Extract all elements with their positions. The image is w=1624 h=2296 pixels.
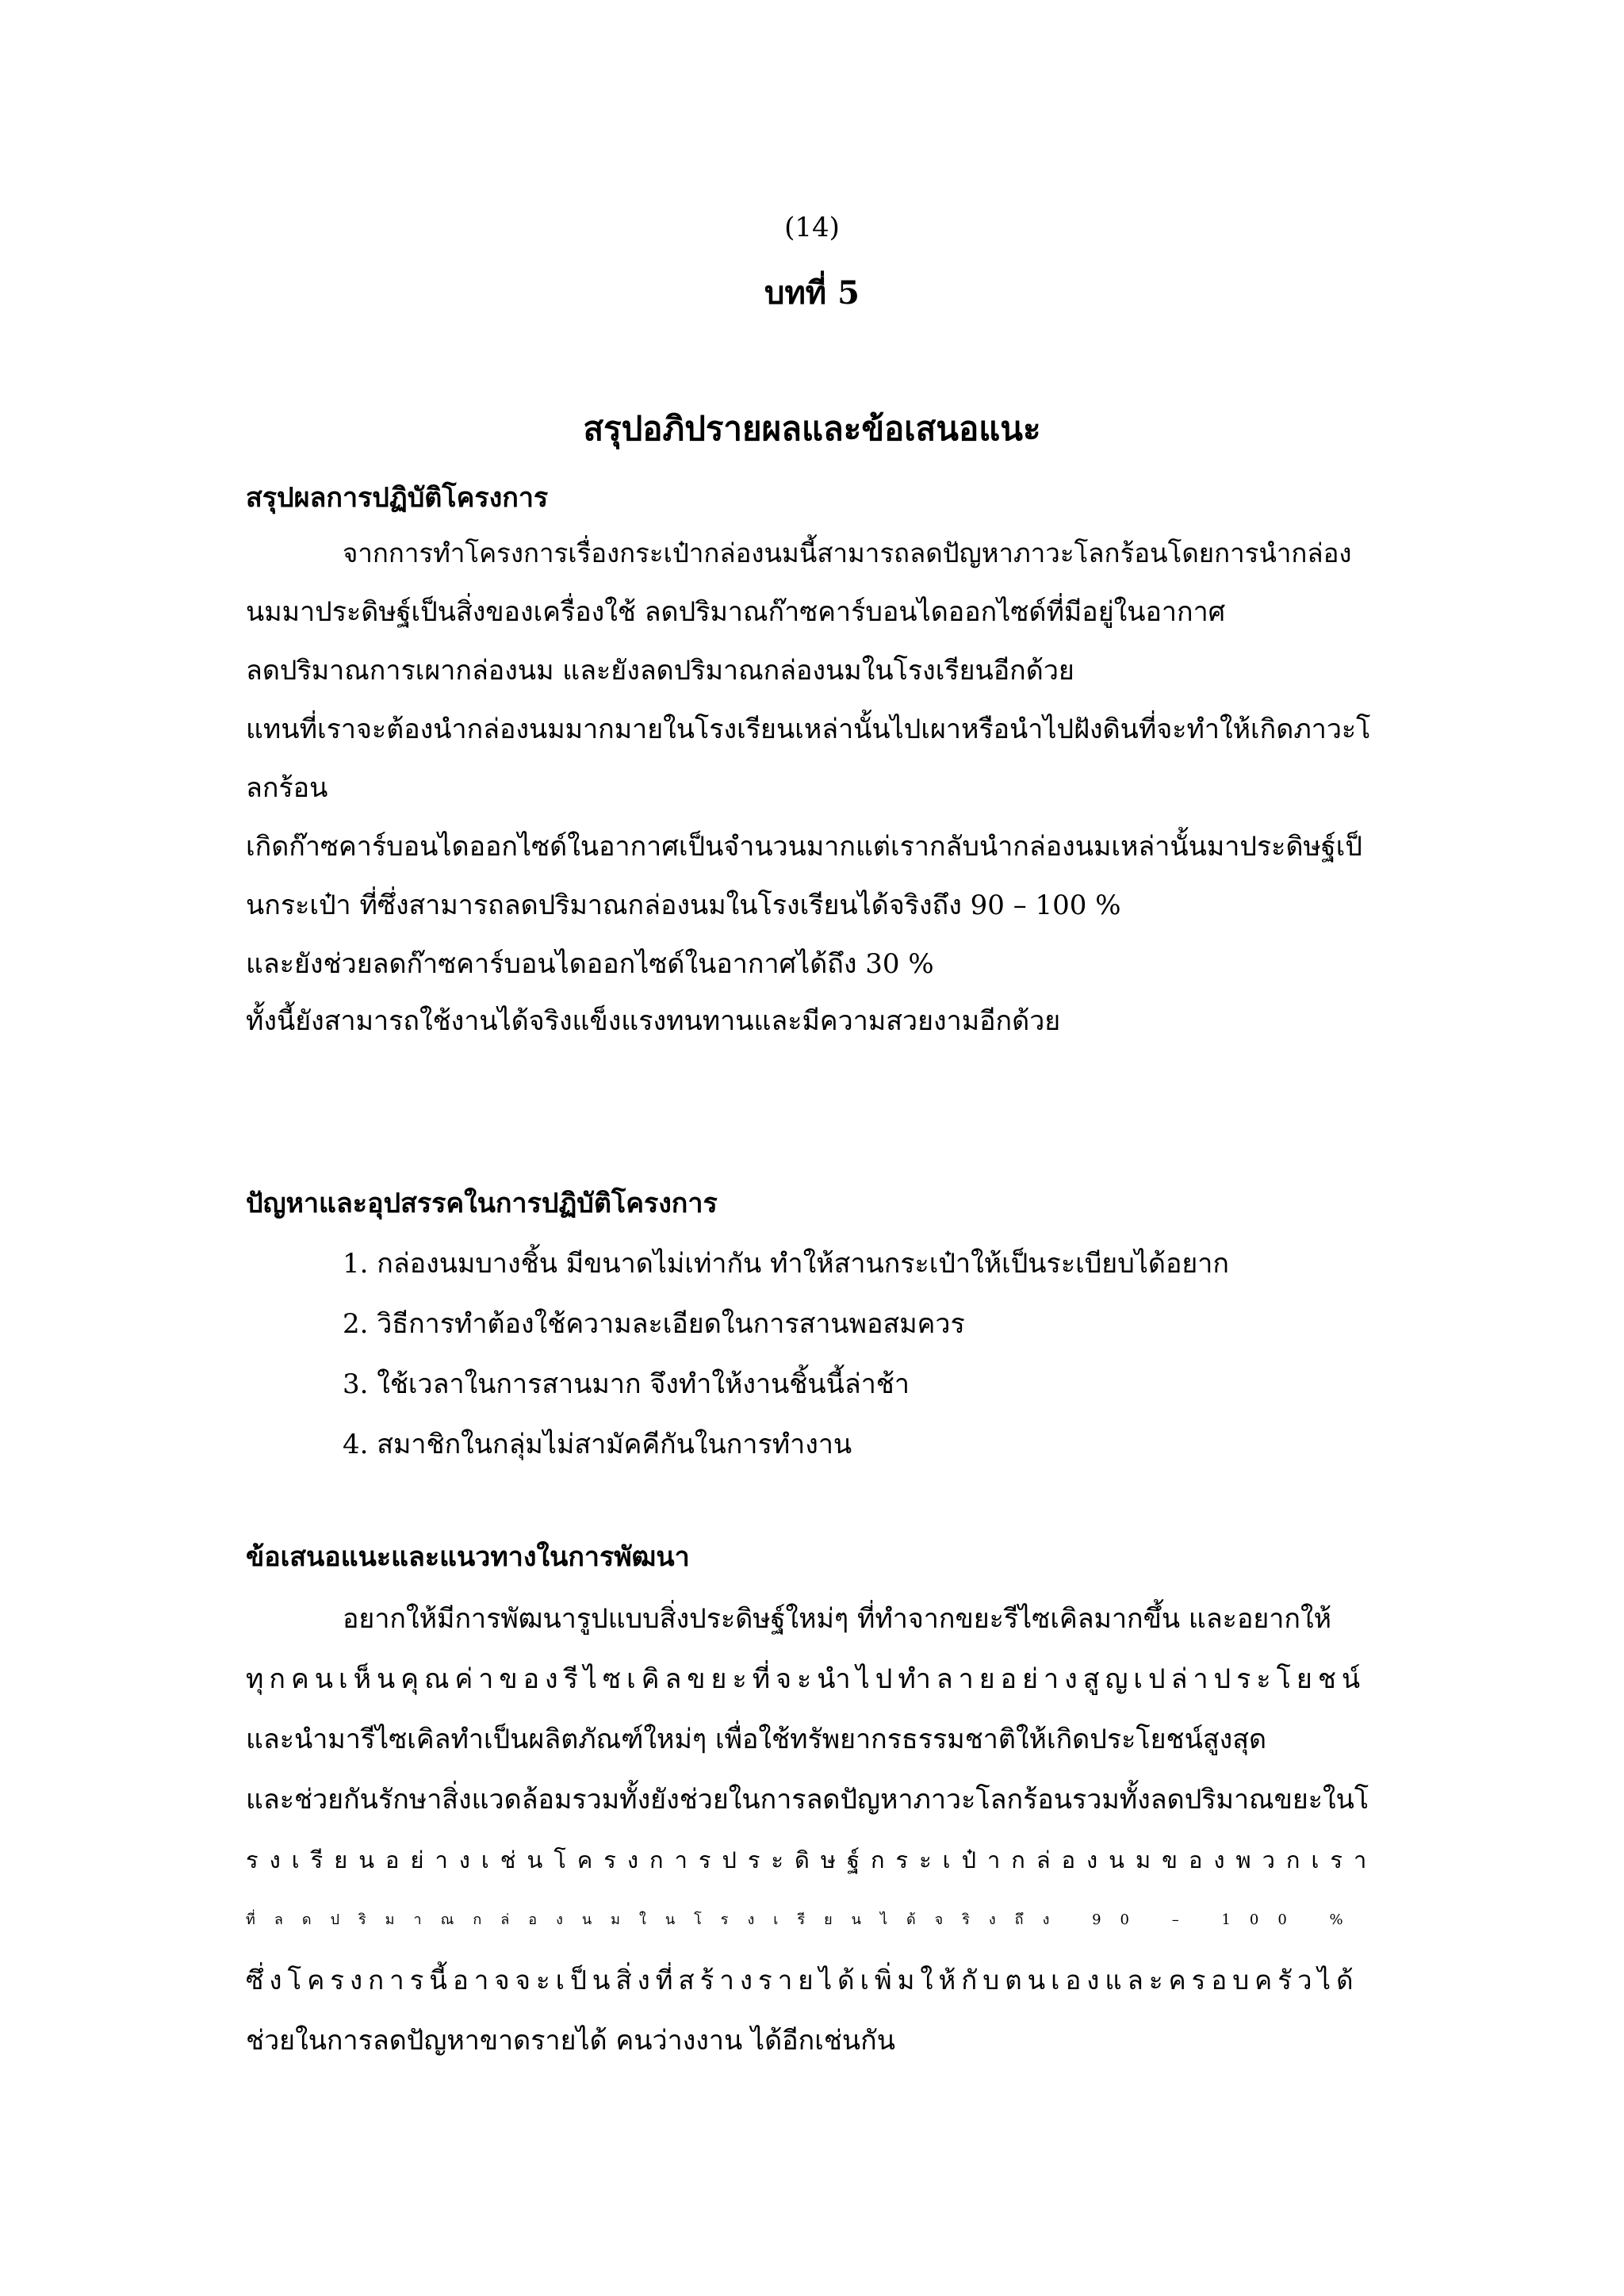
list-item: 3. ใช้เวลาในการสานมาก จึงทำให้งานชิ้นนี้ล่าช้า bbox=[343, 1368, 910, 1400]
paragraph-line: ซึ่งโครงการนี้อาจจะเป็นสิ่งที่สร้างรายได้เพิ่มให้กับตนเองและครอบครัวได้ bbox=[246, 1965, 1359, 1996]
paragraph-line: ที่ลดปริมาณกล่องนมในโรงเรียนได้จริงถึง 90 – 100 % bbox=[246, 1911, 1362, 1928]
paragraph-line: ทุกคนเห็นคุณค่าของรีไซเคิลขยะที่จะนำไปทำลายอย่างสูญเปล่าประโยชน์ bbox=[246, 1663, 1366, 1695]
paragraph-line: จากการทำโครงการเรื่องกระเป๋ากล่องนมนี้สามารถลดปัญหาภาวะโลกร้อนโดยการนำกล่อง bbox=[343, 538, 1352, 568]
paragraph-line: นมมาประดิษฐ์เป็นสิ่งของเครื่องใช้ ลดปริมาณก๊าซคาร์บอนไดออกไซด์ที่มีอยู่ในอากาศ bbox=[246, 596, 1226, 628]
page-number: (14) bbox=[784, 212, 840, 243]
paragraph-line: ทั้งนี้ยังสามารถใช้งานได้จริงแข็งแรงทนทานและมีความสวยงามอีกด้วย bbox=[246, 1005, 1061, 1037]
paragraph-line: และยังช่วยลดก๊าซคาร์บอนไดออกไซด์ในอากาศได้ถึง 30 % bbox=[246, 948, 934, 980]
paragraph-line: และช่วยกันรักษาสิ่งแวดล้อมรวมทั้งยังช่วยในการลดปัญหาภาวะโลกร้อนรวมทั้งลดปริมาณขยะในโ bbox=[246, 1784, 1369, 1816]
section-heading-summary: สรุปผลการปฏิบัติโครงการ bbox=[246, 482, 549, 514]
paragraph-line: เกิดก๊าซคาร์บอนไดออกไซด์ในอากาศเป็นจำนวนมากแต่เรากลับนำกล่องนมเหล่านั้นมาประดิษฐ์เป็ bbox=[246, 831, 1362, 863]
page-title: สรุปอภิปรายผลและข้อเสนอแนะ bbox=[583, 409, 1041, 448]
list-item: 2. วิธีการทำต้องใช้ความละเอียดในการสานพอสมควร bbox=[343, 1308, 965, 1340]
paragraph-line: แทนที่เราจะต้องนำกล่องนมมากมายในโรงเรียนเหล่านั้นไปเผาหรือนำไปฝังดินที่จะทำให้เกิดภาวะโ bbox=[246, 714, 1371, 745]
section-heading-problems: ปัญหาและอุปสรรคในการปฏิบัติโครงการ bbox=[246, 1188, 718, 1219]
paragraph-line: ช่วยในการลดปัญหาขาดรายได้ คนว่างงาน ได้อีกเช่นกัน bbox=[246, 2025, 895, 2057]
paragraph-line: อยากให้มีการพัฒนารูปแบบสิ่งประดิษฐ์ใหม่ๆ ที่ทำจากขยะรีไซเคิลมากขึ้น และอยากให้ bbox=[343, 1603, 1331, 1635]
paragraph-line: ลดปริมาณการเผากล่องนม และยังลดปริมาณกล่องนมในโรงเรียนอีกด้วย bbox=[246, 655, 1074, 687]
chapter-heading: บทที่ 5 bbox=[764, 274, 860, 312]
section-heading-suggestions: ข้อเสนอแนะและแนวทางในการพัฒนา bbox=[246, 1541, 690, 1573]
paragraph-line: นกระเป๋า ที่ซึ่งสามารถลดปริมาณกล่องนมในโรงเรียนได้จริงถึง 90 – 100 % bbox=[246, 890, 1121, 921]
paragraph-line: และนำมารีไซเคิลทำเป็นผลิตภัณฑ์ใหม่ๆ เพื่อใช้ทรัพยากรธรรมชาติให้เกิดประโยชน์สูงสุด bbox=[246, 1724, 1267, 1755]
list-item: 4. สมาชิกในกลุ่มไม่สามัคคีกันในการทำงาน bbox=[343, 1429, 852, 1460]
list-item: 1. กล่องนมบางชิ้น มีขนาดไม่เท่ากัน ทำให้สานกระเป๋าให้เป็นระเบียบได้อยาก bbox=[343, 1248, 1229, 1280]
paragraph-line: ลกร้อน bbox=[246, 772, 328, 804]
paragraph-line: รงเรียนอย่างเช่นโครงการประดิษฐ์กระเป๋ากล่องนมของพวกเรา bbox=[246, 1846, 1378, 1873]
